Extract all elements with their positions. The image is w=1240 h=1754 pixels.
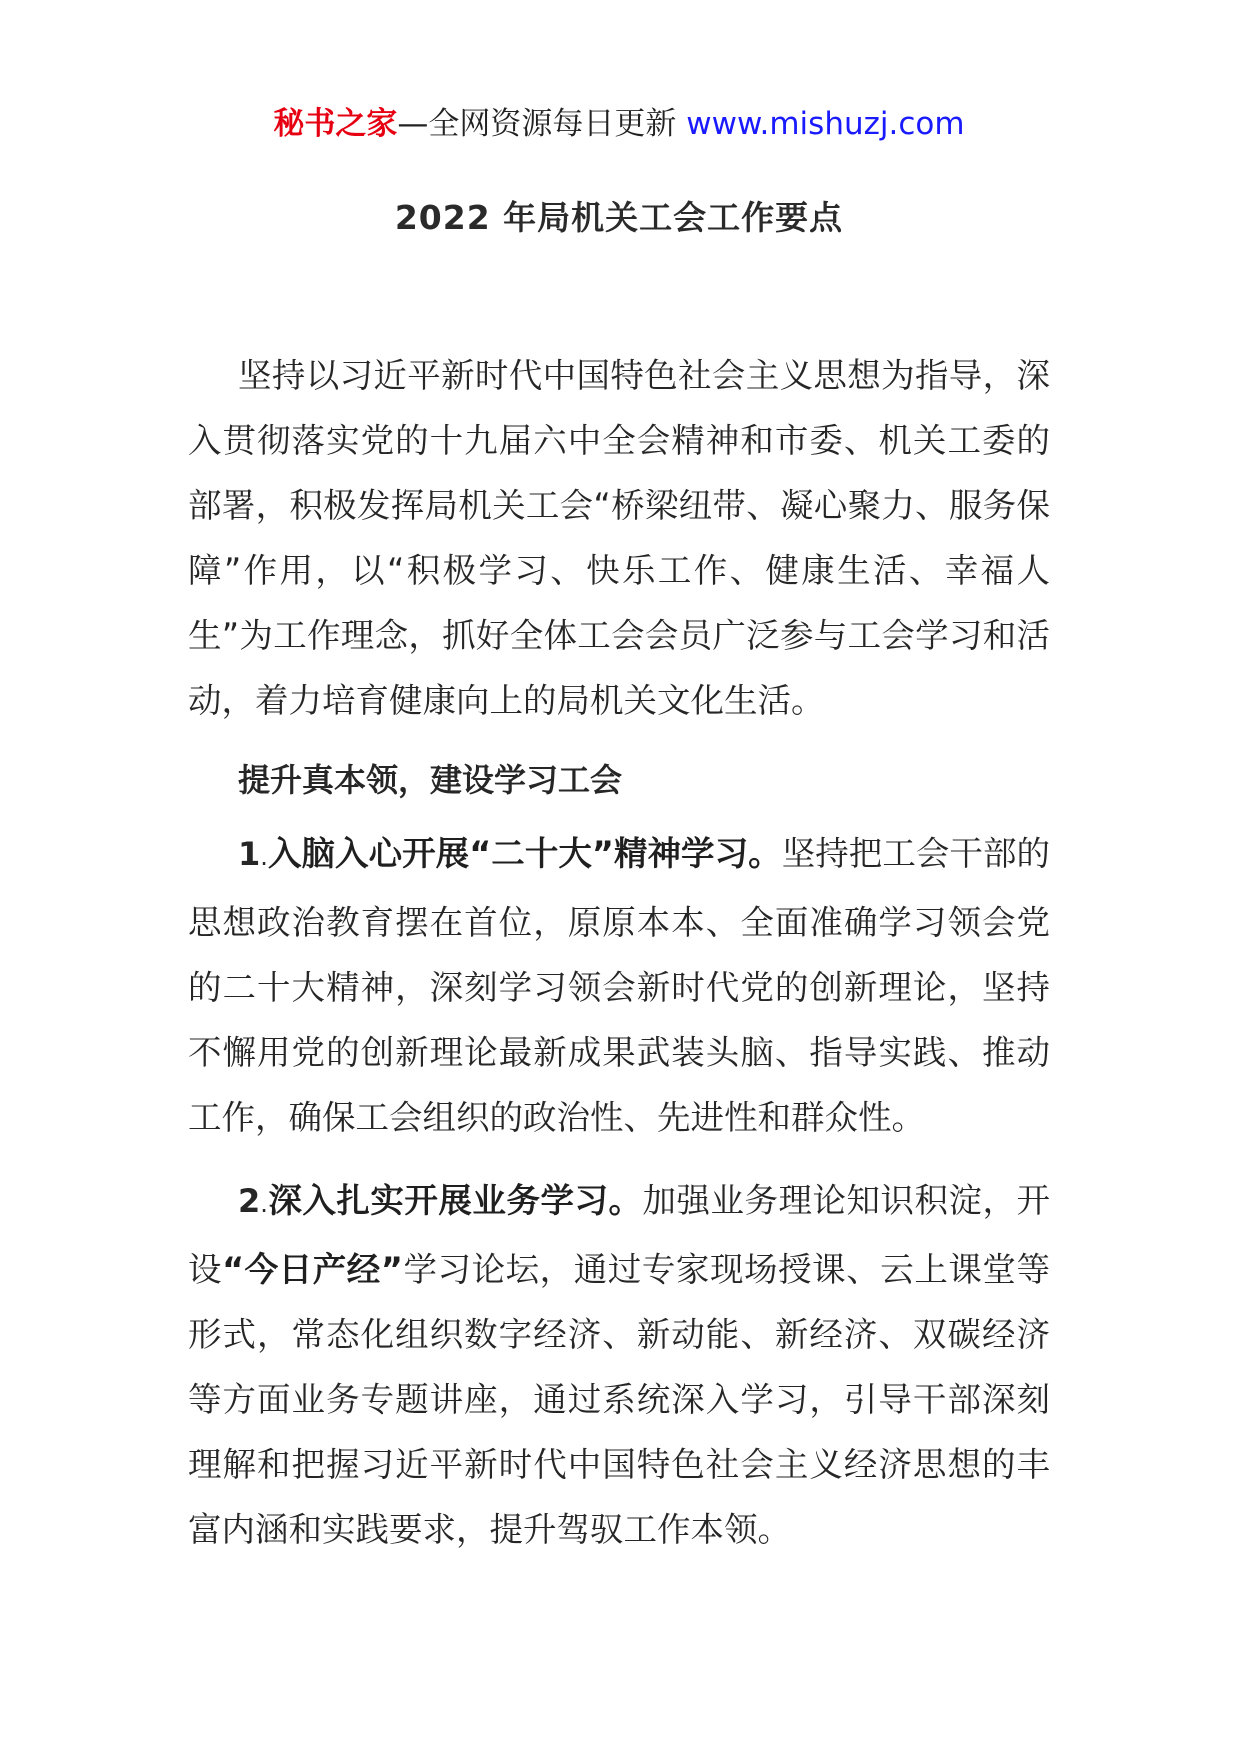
- item-number: 1: [238, 835, 261, 873]
- work-item-2: [188, 1168, 1050, 1562]
- item-separator: .: [260, 1190, 268, 1218]
- item-body: 学习论坛，通过专家现场授课、云上课堂等形式，常态化组织数字经济、新动能、新经济、双碳经济等方面业务专题讲座，通过系统深入学习，引导干部深刻理解和把握习近平新时代中国特色社会主义经济思想的丰富内涵和实践要求，提升驾驭工作本领。: [188, 1250, 1050, 1549]
- item-body: 坚持把工会干部的思想政治教育摆在首位，原原本本、全面准确学习领会党的二十大精神，深刻学习领会新时代党的创新理论，坚持不懈用党的创新理论最新成果武装头脑、指导实践、推动工作，确保工会组织的政治性、先进性和群众性。: [188, 834, 1050, 1137]
- item-lead: 入脑入心开展“二十大”精神学习。: [267, 834, 782, 873]
- item-separator: .: [260, 843, 268, 871]
- site-slogan: —全网资源每日更新: [397, 106, 677, 142]
- intro-paragraph: 坚持以习近平新时代中国特色社会主义思想为指导，深入贯彻落实党的十九届六中全会精神和市委、机关工委的部署，积极发挥局机关工会“桥梁纽带、凝心聚力、服务保障”作用，以“积极学习、快乐工作、健康生活、幸福人生”为工作理念，抓好全体工会会员广泛参与工会学习和活动，着力培育健康向上的局机关文化生活。: [188, 356, 1050, 720]
- site-url-link[interactable]: www.mishuzj.com: [686, 106, 965, 142]
- item-number: 2: [238, 1182, 261, 1220]
- site-brand: 秘书之家: [273, 106, 398, 142]
- work-item-1: [188, 821, 1050, 1150]
- item-lead: 深入扎实开展业务学习。: [267, 1181, 643, 1220]
- document-title: 2022 年局机关工会工作要点: [394, 198, 844, 237]
- site-header: [188, 104, 1050, 144]
- section-heading: 提升真本领，建设学习工会: [238, 761, 623, 799]
- item-highlight: “今日产经”: [222, 1250, 403, 1289]
- item-body: 加强业务理论知识积淀，开设: [188, 1181, 1051, 1289]
